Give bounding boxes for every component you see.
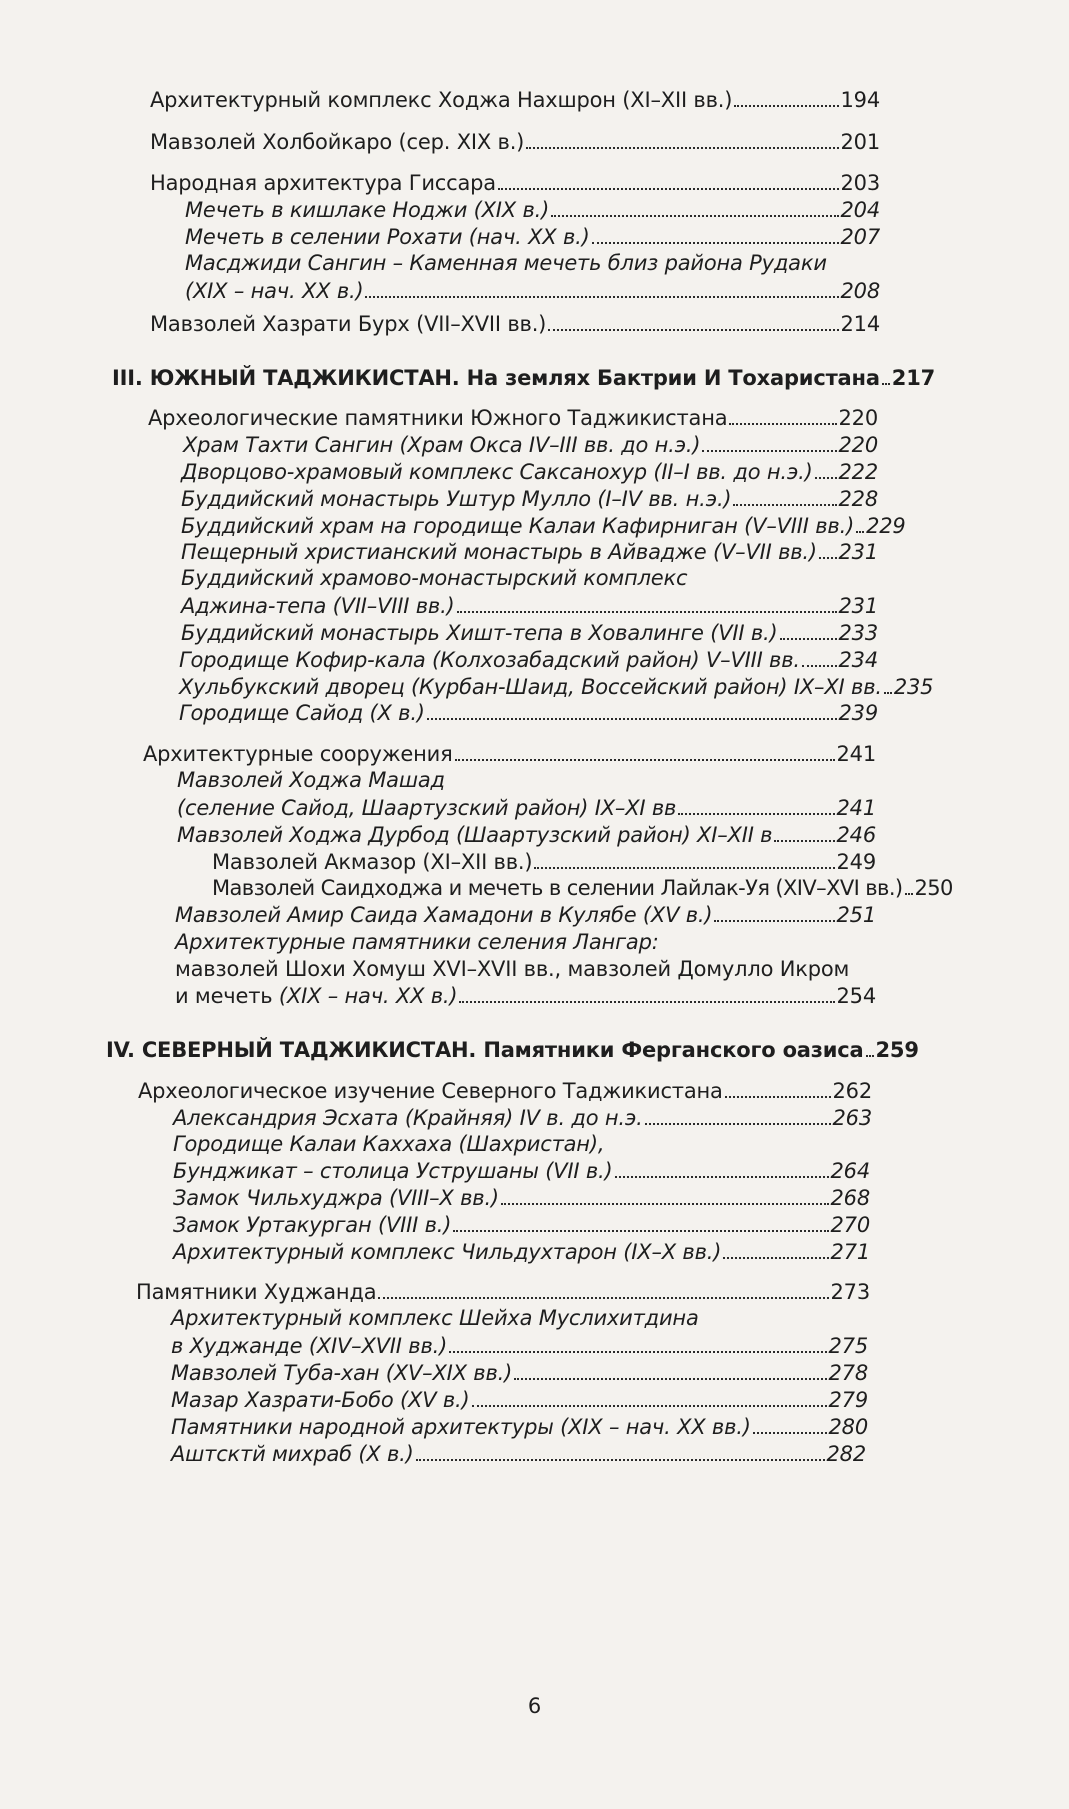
toc-entry-title: Замок Уртакурган (VIII в.) xyxy=(173,1213,452,1237)
toc-entry-line xyxy=(185,251,880,276)
leader-dots xyxy=(455,759,835,761)
toc-entry-page: 214 xyxy=(840,312,880,336)
toc-entry-page: 235 xyxy=(893,675,934,699)
toc-entry-page: 279 xyxy=(828,1388,868,1412)
leader-dots xyxy=(378,1297,828,1299)
toc-entry-line xyxy=(171,1306,870,1331)
toc-entry-title: Аджина-тепа (VII–VIII вв.) xyxy=(181,594,455,618)
toc-entry xyxy=(173,1106,872,1131)
toc-entry-title: Городище Кофир-кала (Колхозабадский район) V–VIII вв. xyxy=(179,648,800,672)
toc-entry-page: 282 xyxy=(826,1442,866,1466)
toc-entry-page: 203 xyxy=(840,171,880,195)
toc-entry xyxy=(173,1159,870,1184)
leader-dots xyxy=(449,1351,826,1353)
toc-entry xyxy=(150,312,880,337)
leader-dots xyxy=(714,920,834,922)
toc-entry-page: 229 xyxy=(866,514,906,538)
section-title: III. ЮЖНЫЙ ТАДЖИКИСТАН. На землях Бактрии И Тохаристана xyxy=(112,366,880,390)
leader-dots xyxy=(729,423,836,425)
toc-entry-title: Буддийский храмово-монастырский комплекс xyxy=(181,566,688,590)
leader-dots xyxy=(534,867,834,869)
toc-entry xyxy=(212,876,953,901)
leader-dots xyxy=(774,840,834,842)
toc-entry-title: Буддийский храм на городище Калаи Кафирниган (V–VIII вв.) xyxy=(181,514,855,538)
toc-entry-title: Буддийский монастырь Хишт-тепа в Ховалинге (VII в.) xyxy=(181,621,778,645)
leader-dots xyxy=(734,105,838,107)
toc-entry xyxy=(171,1361,868,1386)
toc-entry-title: Буддийский монастырь Уштур Мулло (I–IV вв. н.э.) xyxy=(181,487,732,511)
toc-entry-line xyxy=(181,566,878,591)
toc-entry xyxy=(181,487,878,512)
toc-entry-line xyxy=(175,957,876,982)
toc-entry-page: 268 xyxy=(830,1186,870,1210)
toc-entry xyxy=(171,1415,868,1440)
toc-entry-page: 217 xyxy=(891,366,936,390)
toc-entry-page: 222 xyxy=(838,460,878,484)
toc-entry xyxy=(185,198,880,223)
toc-section-heading xyxy=(106,1038,919,1063)
toc-entry xyxy=(177,823,876,848)
toc-entry-title: Мавзолей Ходжа Машад xyxy=(177,768,445,792)
toc-entry xyxy=(179,675,934,700)
toc-entry-page: 251 xyxy=(836,903,876,927)
toc-entry-page: 220 xyxy=(838,406,878,430)
toc-entry-page: 259 xyxy=(875,1038,919,1062)
leader-dots xyxy=(501,1203,829,1205)
toc-entry-title: Замок Чильхуджра (VIII–X вв.) xyxy=(173,1186,499,1210)
toc-entry-page: 208 xyxy=(840,279,880,303)
toc-entry-page: 201 xyxy=(840,130,880,154)
toc-entry-page: 220 xyxy=(838,433,878,457)
toc-entry-page: 228 xyxy=(838,487,878,511)
leader-dots xyxy=(882,383,890,385)
toc-entry xyxy=(150,171,880,196)
leader-dots xyxy=(592,242,839,244)
toc-entry-page: 263 xyxy=(832,1106,872,1130)
toc-entry-title: Архитектурный комплекс Чильдухтарон (IX–X вв.) xyxy=(173,1240,722,1264)
toc-entry xyxy=(175,984,876,1009)
toc-entry-page: 271 xyxy=(830,1240,870,1264)
toc-entry-page: 246 xyxy=(836,823,876,847)
leader-dots xyxy=(723,1257,828,1259)
page-number: 6 xyxy=(527,1694,542,1718)
leader-dots xyxy=(753,1432,827,1434)
toc-entry-title: Мавзолей Амир Саида Хамадони в Кулябе (XV в.) xyxy=(175,903,713,927)
leader-dots xyxy=(725,1096,831,1098)
leader-dots xyxy=(459,1001,834,1003)
toc-entry xyxy=(171,1442,866,1467)
toc-entry-title: Масджиди Сангин – Каменная мечеть близ района Рудаки xyxy=(185,251,827,275)
toc-entry-page: 278 xyxy=(828,1361,868,1385)
leader-dots xyxy=(819,557,837,559)
toc-entry-page: 254 xyxy=(836,984,876,1008)
section-title: IV. СЕВЕРНЫЙ ТАДЖИКИСТАН. Памятники Ферганского оазиса xyxy=(106,1038,864,1062)
toc-entry xyxy=(185,225,880,250)
leader-dots xyxy=(733,504,836,506)
leader-dots xyxy=(498,188,839,190)
leader-dots xyxy=(526,147,838,149)
toc-entry-title: Хульбукский дворец (Курбан-Шаид, Воссейский район) IX–XI вв. xyxy=(179,675,882,699)
toc-entry-title: Бунджикат – столица Уструшаны (VII в.) xyxy=(173,1159,613,1183)
toc-entry-title: Мавзолей Холбойкаро (сер. XIX в.) xyxy=(150,130,525,154)
leader-dots xyxy=(905,893,913,895)
toc-entry-title: Дворцово-храмовый комплекс Саксанохур (II–I вв. до н.э.) xyxy=(181,460,813,484)
toc-entry-title: Мавзолей Саидходжа и мечеть в селении Лайлак-Уя (XIV–XVI вв.) xyxy=(212,876,903,900)
toc-entry-title: Памятники народной архитектуры (XIX – нач. XX вв.) xyxy=(171,1415,751,1439)
toc-entry-line xyxy=(173,1132,872,1157)
toc-entry xyxy=(181,514,906,539)
toc-entry-page: 280 xyxy=(828,1415,868,1439)
toc-entry-title: Мавзолей Хазрати Бурх (VII–XVII вв.) xyxy=(150,312,547,336)
toc-entry-title: Народная архитектура Гиссара xyxy=(150,171,496,195)
toc-entry xyxy=(171,1388,868,1413)
toc-entry-title: Археологические памятники Южного Таджикистана xyxy=(148,406,728,430)
toc-entry-page: 207 xyxy=(840,225,880,249)
toc-entry xyxy=(148,406,878,431)
toc-entry-page: 234 xyxy=(838,648,878,672)
leader-dots xyxy=(815,477,837,479)
toc-entry-page: 239 xyxy=(838,701,878,725)
toc-entry-title: мавзолей Шохи Хомуш XVI–XVII вв., мавзолей Домулло Икром xyxy=(175,957,850,981)
toc-entry-page: 194 xyxy=(840,88,880,112)
toc-entry-page: 250 xyxy=(914,876,953,900)
toc-entry-page: 262 xyxy=(832,1079,872,1103)
toc-entry-title: Памятники Худжанда xyxy=(136,1280,377,1304)
toc-entry xyxy=(150,130,880,155)
toc-entry-page: 275 xyxy=(828,1334,868,1358)
toc-entry xyxy=(138,1079,872,1104)
toc-entry xyxy=(181,540,878,565)
leader-dots xyxy=(365,296,838,298)
leader-dots xyxy=(551,215,838,217)
leader-dots xyxy=(427,718,837,720)
toc-entry-title: Аштсктй михраб (X в.) xyxy=(171,1442,414,1466)
toc-entry-title: Архитектурные памятники селения Лангар: xyxy=(175,930,659,954)
toc-entry-title: Мавзолей Туба-хан (XV–XIX вв.) xyxy=(171,1361,513,1385)
toc-entry-title: Мавзолей Акмазор (XI–XII вв.) xyxy=(212,850,533,874)
toc-entry xyxy=(179,701,878,726)
leader-dots xyxy=(702,450,836,452)
leader-dots xyxy=(453,1230,828,1232)
toc-entry-title: Городище Сайод (X в.) xyxy=(179,701,425,725)
leader-dots xyxy=(645,1123,831,1125)
toc-entry-title: (селение Сайод, Шаартузский район) IX–XI вв xyxy=(177,796,677,820)
leader-dots xyxy=(514,1378,826,1380)
toc-entry xyxy=(171,1334,868,1359)
toc-entry-page: 264 xyxy=(830,1159,870,1183)
leader-dots xyxy=(884,692,892,694)
toc-entry xyxy=(183,433,878,458)
toc-entry xyxy=(136,1280,870,1305)
leader-dots xyxy=(472,1405,827,1407)
toc-entry-page: 249 xyxy=(836,850,876,874)
toc-entry-title: Археологическое изучение Северного Таджикистана xyxy=(138,1079,723,1103)
toc-entry xyxy=(181,621,878,646)
leader-dots xyxy=(856,531,864,533)
toc-section-heading xyxy=(112,366,936,391)
toc-entry-title-dates: (XIX – нач. XX в.) xyxy=(278,984,458,1008)
toc-entry-title: Мазар Хазрати-Бобо (XV в.) xyxy=(171,1388,470,1412)
toc-entry-title: в Худжанде (XIV–XVII вв.) xyxy=(171,1334,448,1358)
leader-dots xyxy=(457,611,837,613)
leader-dots xyxy=(780,638,837,640)
toc-entry-title: Архитектурный комплекс Шейха Муслихитдина xyxy=(171,1306,699,1330)
toc-entry xyxy=(212,850,876,875)
toc-entry-page: 231 xyxy=(838,540,878,564)
toc-entry xyxy=(179,648,878,673)
toc-entry-page: 270 xyxy=(830,1213,870,1237)
leader-dots xyxy=(802,665,837,667)
toc-entry-page: 233 xyxy=(838,621,878,645)
toc-entry-page: 204 xyxy=(840,198,880,222)
toc-entry xyxy=(173,1213,870,1238)
toc-entry-page: 273 xyxy=(830,1280,870,1304)
toc-entry xyxy=(143,742,876,767)
toc-entry-title: (XIX – нач. XX в.) xyxy=(185,279,364,303)
toc-entry xyxy=(150,88,880,113)
toc-entry-title: Александрия Эсхата (Крайняя) IV в. до н.э. xyxy=(173,1106,643,1130)
toc-entry-title: Архитектурный комплекс Ходжа Нахшрон (XI–XII вв.) xyxy=(150,88,733,112)
toc-entry xyxy=(181,460,878,485)
leader-dots xyxy=(866,1055,874,1057)
toc-entry-title: и мечеть xyxy=(175,984,273,1008)
leader-dots xyxy=(548,329,838,331)
toc-entry-page: 241 xyxy=(836,742,876,766)
toc-entry-title: Архитектурные сооружения xyxy=(143,742,453,766)
toc-entry-title: Пещерный христианский монастырь в Айвадже (V–VII вв.) xyxy=(181,540,817,564)
toc-entry-line xyxy=(177,768,876,793)
toc-entry-title: Мечеть в кишлаке Ноджи (XIX в.) xyxy=(185,198,550,222)
leader-dots xyxy=(615,1176,829,1178)
leader-dots xyxy=(678,813,834,815)
toc-entry-title: Городище Калаи Каххаха (Шахристан), xyxy=(173,1132,605,1156)
toc-entry-title: Храм Тахти Сангин (Храм Окса IV–III вв. до н.э.) xyxy=(183,433,701,457)
toc-entry xyxy=(173,1240,870,1265)
toc-entry-page: 231 xyxy=(838,594,878,618)
toc-entry xyxy=(173,1186,870,1211)
toc-entry-page: 241 xyxy=(836,796,876,820)
toc-entry xyxy=(177,796,876,821)
toc-entry xyxy=(175,903,876,928)
toc-entry xyxy=(185,279,880,304)
toc-entry-title: Мечеть в селении Рохати (нач. XX в.) xyxy=(185,225,590,249)
toc-entry-line xyxy=(175,930,876,955)
leader-dots xyxy=(416,1459,825,1461)
toc-entry xyxy=(181,594,878,619)
toc-entry-title: Мавзолей Ходжа Дурбод (Шаартузский район) XI–XII в xyxy=(177,823,773,847)
